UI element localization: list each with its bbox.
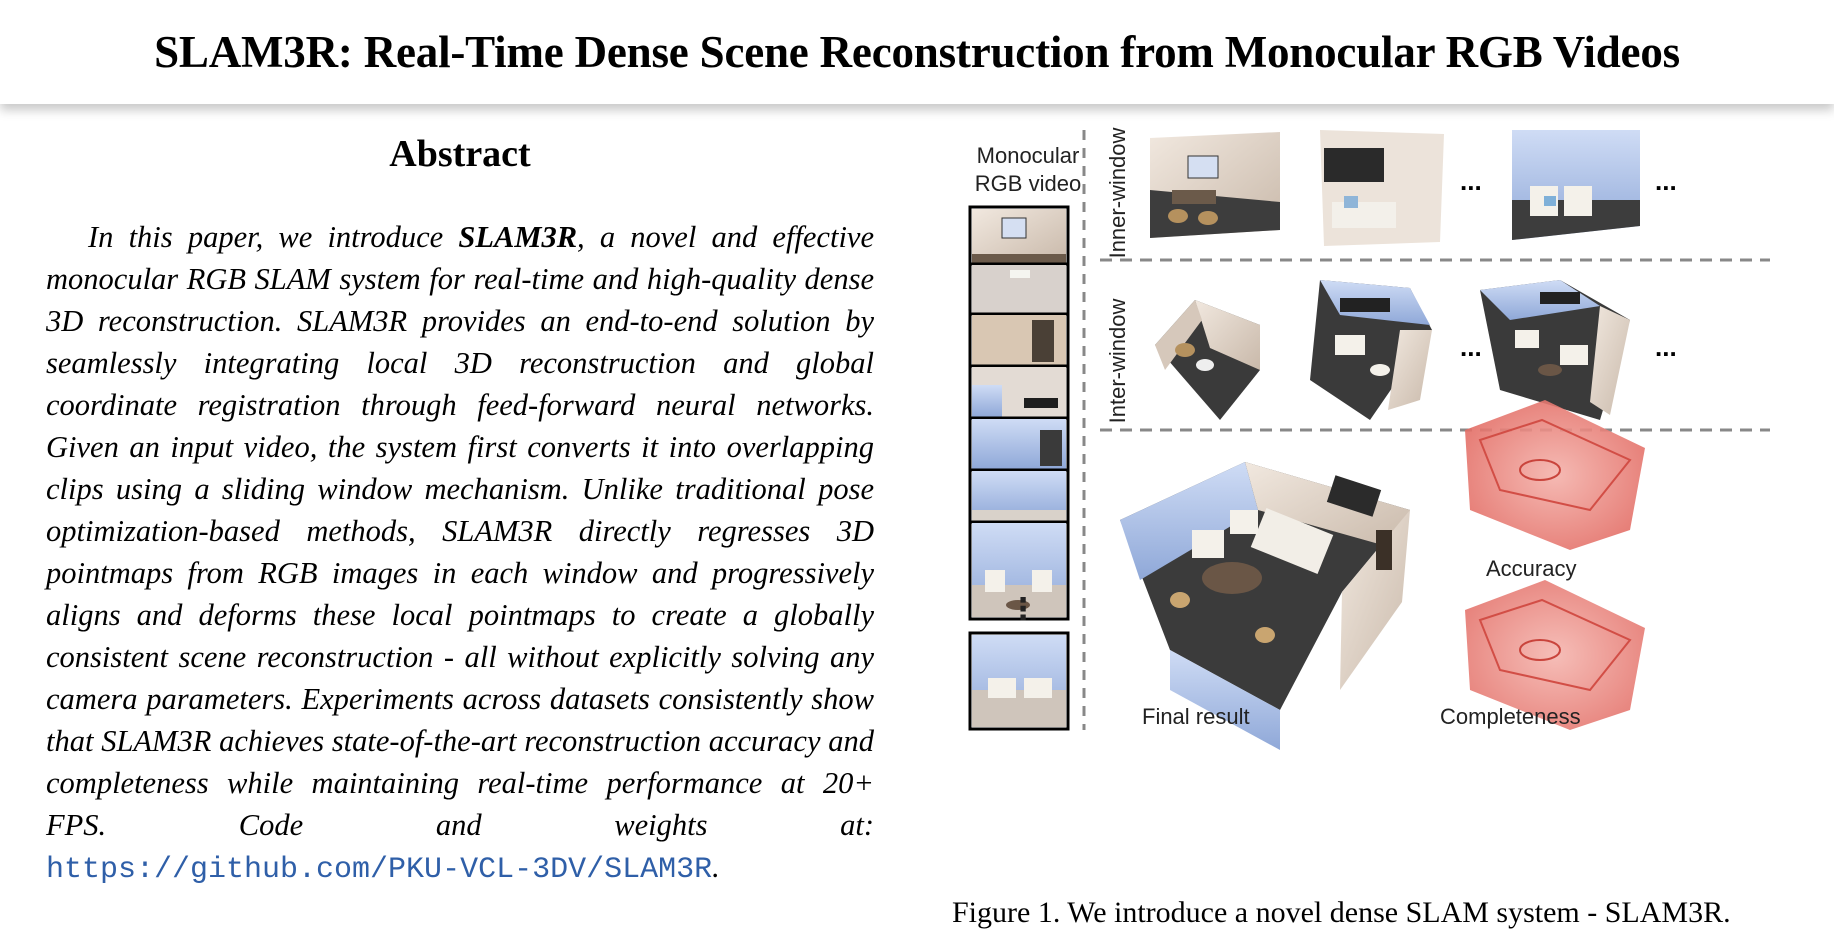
inter-window-recon-2 (1310, 280, 1432, 420)
inter-ellipsis-2: ... (1655, 332, 1677, 362)
inter-ellipsis-1: ... (1460, 332, 1482, 362)
video-frame (972, 471, 1066, 521)
abstract-text (46, 216, 874, 891)
input-frames (970, 207, 1068, 619)
paper-title: SLAM3R: Real-Time Dense Scene Reconstruction from Monocular RGB Videos (154, 27, 1680, 77)
inner-ellipsis-1: ... (1460, 166, 1482, 196)
accuracy-label: Accuracy (1486, 556, 1577, 581)
completeness-label: Completeness (1440, 704, 1581, 729)
frames-vertical-ellipsis: ⋮ (1008, 593, 1038, 626)
figure-caption: Figure 1. We introduce a novel dense SLAM system - SLAM3R. (952, 896, 1731, 929)
row-label-inner: Inner-window (1105, 127, 1130, 259)
video-frame (972, 367, 1066, 417)
figure-1 (940, 127, 1770, 870)
code-link[interactable]: https://github.com/PKU-VCL-3DV/SLAM3R (46, 853, 713, 887)
abstract-heading: Abstract (389, 133, 531, 175)
inner-window-recon-3 (1512, 130, 1640, 240)
system-name: SLAM3R (458, 220, 578, 254)
figure-graphics (940, 130, 1770, 870)
abstract-intro: In this paper, we introduce (88, 220, 459, 254)
inter-window-recon-1 (1155, 300, 1260, 420)
abstract-body: , a novel and effective monocular RGB SLAM system for real-time and high-quality dense 3D reconstruction. SLAM3R provides an end-to-end solution by seamlessly integrating local 3D reconstruction and global coordinate registration through feed-forward neural networks. Given an input video, the system first converts it into overlapping clips using a sliding window mechanism. Unlike traditional pose optimization-based methods, SLAM3R directly regresses 3D pointmaps from RGB images in each window and progressively aligns and deforms these local pointmaps to create a globally consistent scene reconstruction - all without explicitly solving any camera parameters. Experiments across datasets consistently show that SLAM3R achieves state-of-the-art reconstruction accuracy and completeness while maintaining real-time performance at 20+ FPS. Code and weights at: (46, 220, 874, 842)
video-frame (972, 209, 1066, 263)
title-banner (0, 0, 1834, 104)
final-result-label: Final result (1142, 704, 1250, 729)
abstract-end: . (712, 850, 720, 884)
accuracy-heatmap (1465, 400, 1645, 550)
video-frame (972, 265, 1066, 313)
video-frame (972, 315, 1066, 365)
inner-window-recon-1 (1150, 132, 1280, 238)
input-label-line1: Monocular (976, 143, 1080, 168)
inner-ellipsis-2: ... (1655, 166, 1677, 196)
inner-window-recon-2 (1320, 130, 1444, 246)
row-label-inter: Inter-window (1105, 298, 1130, 424)
input-label-line2: RGB video (974, 171, 1082, 196)
video-frame (972, 419, 1066, 469)
inter-window-recon-3 (1480, 280, 1630, 420)
last-video-frame (970, 633, 1068, 729)
abstract-section (46, 132, 874, 891)
